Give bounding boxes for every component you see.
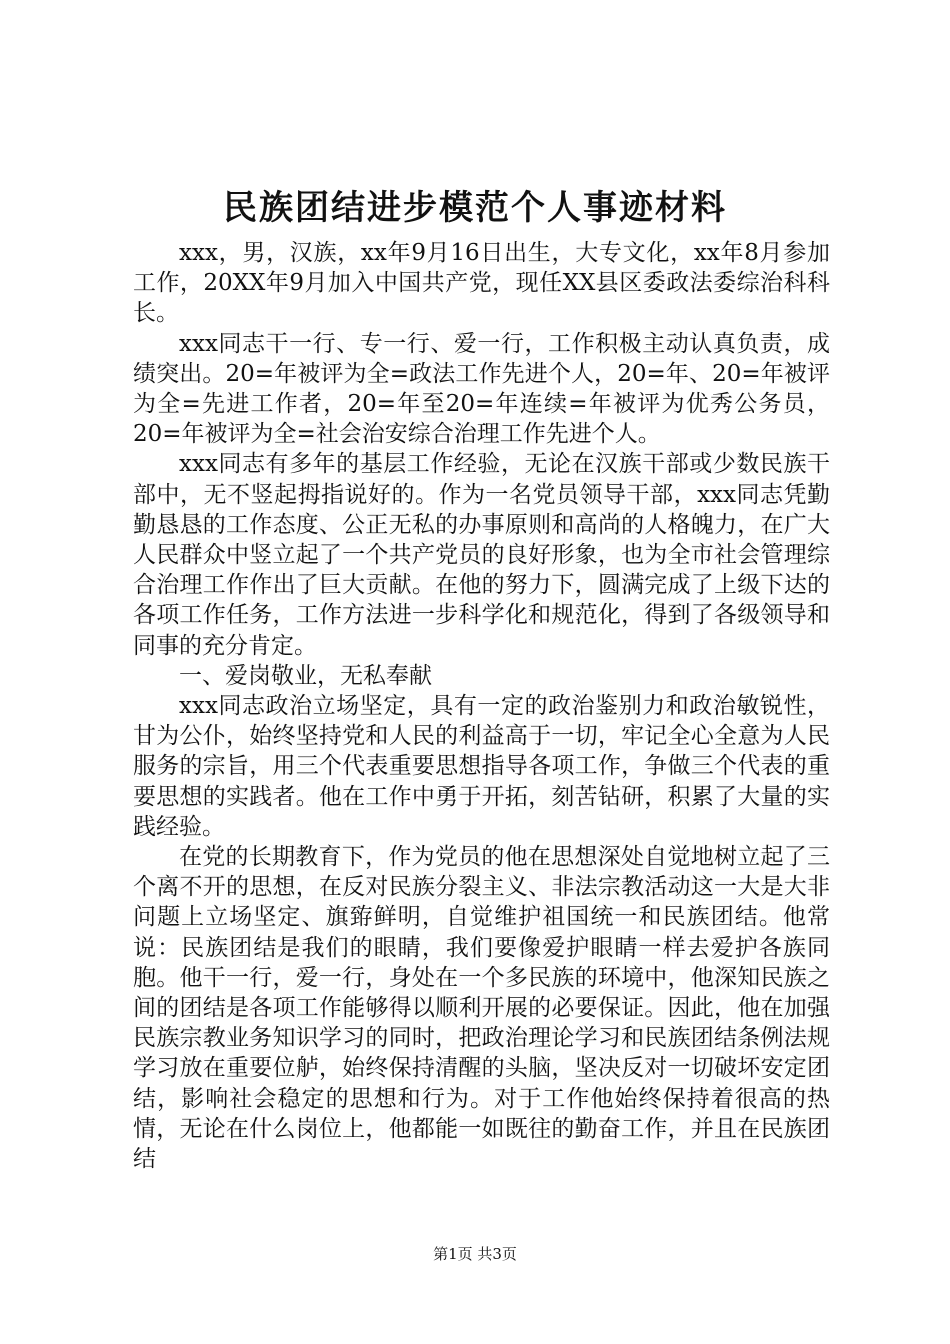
paragraph-honors: xxx同志干一行、专一行、爱一行，工作积极主动认真负责，成绩突出。20=年被评为全=政法工作先进个人，20=年、20=年被评为全=先进工作者，20=年至20=年连续=年被评为优秀公务员，20=年被评为全=社会治安综合治理工作先进个人。 bbox=[133, 330, 830, 448]
paragraph-intro: xxx，男，汉族，xx年9月16日出生，大专文化，xx年8月参加工作，20XX年9月加入中国共产党，现任XX县区委政法委综治科科长。 bbox=[133, 240, 830, 327]
document-body bbox=[133, 238, 830, 1174]
document-title: 民族团结进步模范个人事迹材料 bbox=[223, 188, 727, 228]
section-heading: 一、爱岗敬业，无私奉献 bbox=[179, 662, 432, 689]
paragraph-experience: xxx同志有多年的基层工作经验，无论在汉族干部或少数民族干部中，无不竖起拇指说好的。作为一名党员领导干部，xxx同志凭勤勤恳恳的工作态度、公正无私的办事原则和高尚的人格魄力，在广大人民群众中竖立起了一个共产党员的良好形象，也为全市社会管理综合治理工作作出了巨大贡献。在他的努力下，圆满完成了上级下达的各项工作任务，工作方法进一步科学化和规范化，得到了各级领导和同事的充分肯定。 bbox=[133, 451, 830, 659]
paragraph-ethnic-unity: 在党的长期教育下，作为党员的他在思想深处自觉地树立起了三个离不开的思想，在反对民族分裂主义、非法宗教活动这一大是大非问题上立场坚定、旗臶鲜明，自觉维护祖国统一和民族团结。他常说：民族团结是我们的眼睛，我们要像爱护眼睛一样去爱护各族同胞。他干一行，爱一行，身处在一个多民族的环境中，他深知民族之间的团结是各项工作能够得以顺利开展的必要保证。因此，他在加强民族宗教业务知识学习的同时，把政治理论学习和民族团结条例法规学习放在重要位舻，始终保持清醒的头脑，坚决反对一切破坏安定团结，影响社会稳定的思想和行为。对于工作他始终保持着很高的热情，无论在什么岗位上，他都能一如既往的勤奋工作，并且在民族团结 bbox=[133, 844, 830, 1173]
page-number-footer: 第1页 共3页 bbox=[433, 1245, 517, 1263]
paragraph-political-stance: xxx同志政治立场坚定，具有一定的政治鉴别力和政治敏锐性，甘为公仆，始终坚持党和人民的利益高于一切，牢记全心全意为人民服务的宗旨，用三个代表重要思想指导各项工作，争做三个代表的重要思想的实践者。他在工作中勇于开拓，刻苦钻研，积累了大量的实践经验。 bbox=[133, 693, 830, 840]
